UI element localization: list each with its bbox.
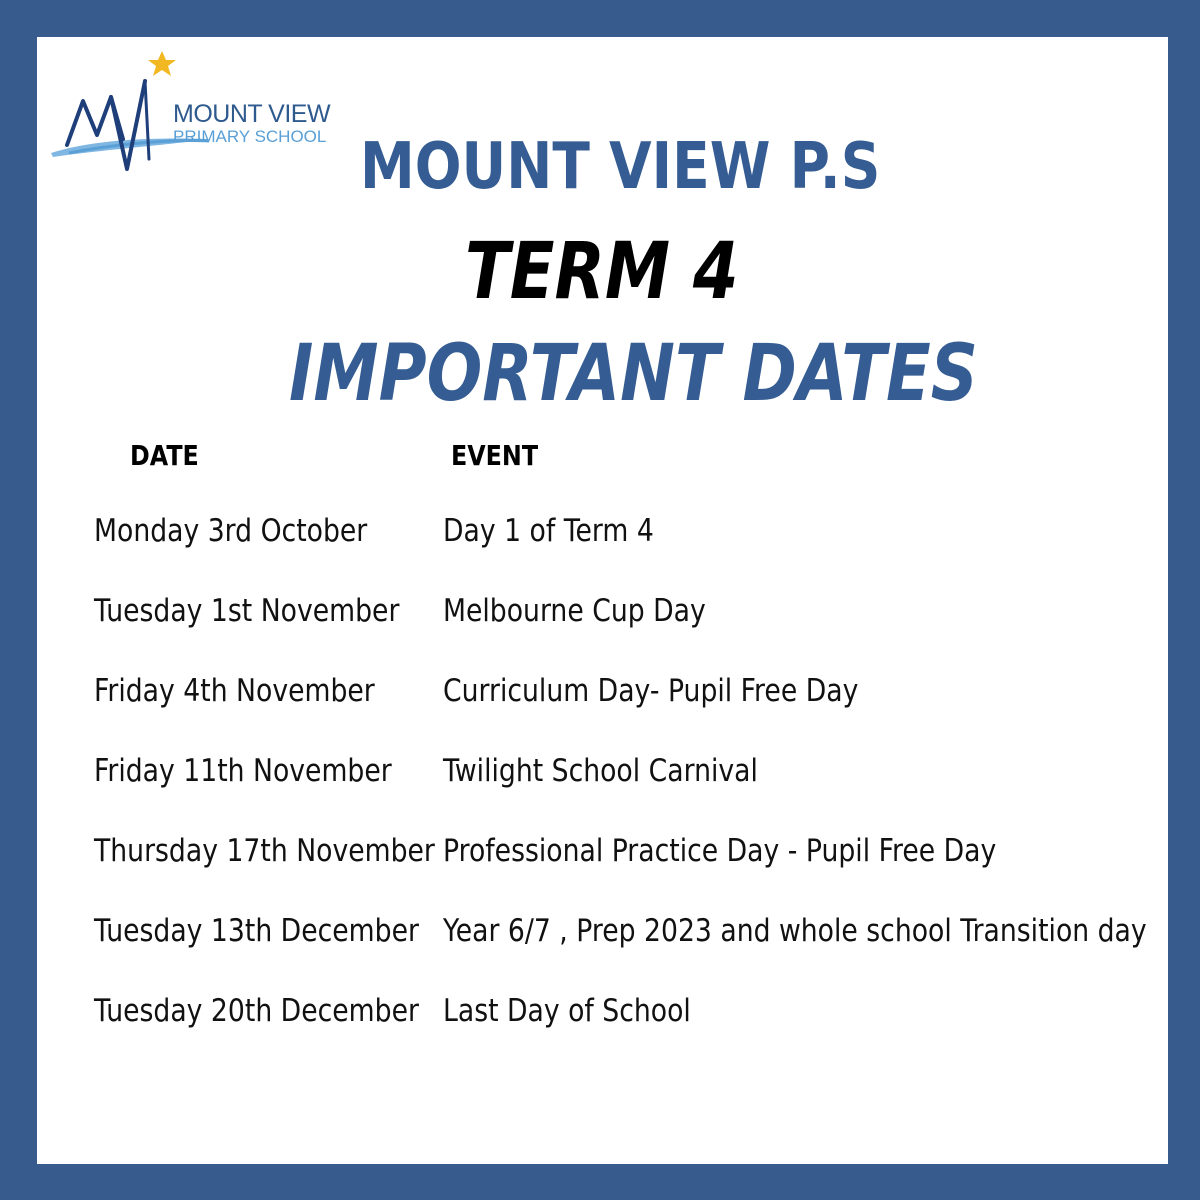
row-date: Friday 11th November <box>94 753 392 789</box>
row-event: Professional Practice Day - Pupil Free Day <box>443 833 997 869</box>
dates-table <box>37 513 1168 1073</box>
row-date: Tuesday 1st November <box>94 593 400 629</box>
row-event: Curriculum Day- Pupil Free Day <box>443 673 859 709</box>
table-row <box>37 833 1168 913</box>
row-date: Friday 4th November <box>94 673 375 709</box>
school-title: MOUNT VIEW P.S <box>360 130 881 204</box>
term-title: TERM 4 <box>465 227 739 317</box>
table-row <box>37 913 1168 993</box>
row-date: Monday 3rd October <box>94 513 368 549</box>
table-row <box>37 673 1168 753</box>
row-date: Tuesday 20th December <box>94 993 419 1029</box>
row-event: Day 1 of Term 4 <box>443 513 654 549</box>
row-event: Last Day of School <box>443 993 691 1029</box>
row-date: Thursday 17th November <box>94 833 435 869</box>
row-date: Tuesday 13th December <box>94 913 419 949</box>
page-frame <box>37 37 1168 1164</box>
table-row <box>37 593 1168 673</box>
logo-text-school-type: PRIMARY SCHOOL <box>173 127 327 146</box>
table-row <box>37 753 1168 833</box>
column-header-date: DATE <box>130 439 199 472</box>
column-header-event: EVENT <box>451 439 539 472</box>
row-event: Year 6/7 , Prep 2023 and whole school Transition day <box>443 913 1147 949</box>
row-event: Melbourne Cup Day <box>443 593 706 629</box>
school-logo <box>49 49 359 189</box>
table-row <box>37 993 1168 1073</box>
table-row <box>37 513 1168 593</box>
logo-text-school-name: MOUNT VIEW <box>173 100 331 128</box>
important-dates-title: IMPORTANT DATES <box>289 329 978 419</box>
row-event: Twilight School Carnival <box>443 753 758 789</box>
